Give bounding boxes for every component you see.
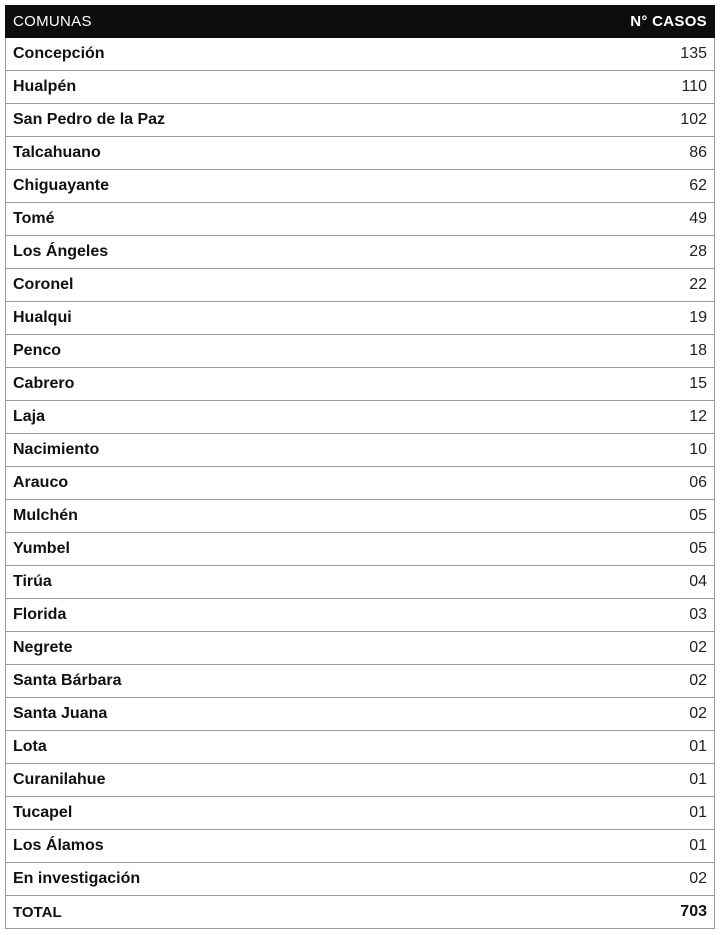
comuna-name: En investigación [13, 870, 141, 887]
table-row [6, 632, 714, 665]
table-row [6, 302, 714, 335]
comuna-name: Santa Juana [13, 705, 108, 722]
table-header [5, 5, 715, 38]
casos-value: 135 [680, 45, 707, 62]
comuna-name: Hualpén [13, 78, 77, 95]
table-row [6, 731, 714, 764]
table-row [6, 104, 714, 137]
comuna-name: Cabrero [13, 375, 75, 392]
total-value: 703 [680, 903, 707, 920]
table-row [6, 434, 714, 467]
table-row [6, 170, 714, 203]
table-row [6, 236, 714, 269]
table-row [6, 38, 714, 71]
casos-value: 19 [689, 309, 707, 326]
table-row [6, 764, 714, 797]
comuna-name: Tucapel [13, 804, 73, 821]
casos-value: 22 [689, 276, 707, 293]
comuna-name: Arauco [13, 474, 69, 491]
comuna-name: Los Ángeles [13, 243, 109, 260]
casos-value: 05 [689, 540, 707, 557]
table-row [6, 137, 714, 170]
casos-value: 10 [689, 441, 707, 458]
comuna-name: Chiguayante [13, 177, 110, 194]
table-body [6, 38, 714, 896]
comuna-name: Tomé [13, 210, 55, 227]
table-row [6, 863, 714, 896]
casos-value: 49 [689, 210, 707, 227]
table-row [6, 566, 714, 599]
comuna-name: Laja [13, 408, 46, 425]
casos-value: 01 [689, 738, 707, 755]
comuna-name: Concepción [13, 45, 105, 62]
table-row [6, 71, 714, 104]
comuna-name: Santa Bárbara [13, 672, 122, 689]
table-row [6, 203, 714, 236]
comuna-name: Los Álamos [13, 837, 104, 854]
comuna-name: Negrete [13, 639, 73, 656]
comuna-name: Florida [13, 606, 67, 623]
casos-value: 02 [689, 705, 707, 722]
table-row [6, 401, 714, 434]
casos-value: 01 [689, 804, 707, 821]
table-row [6, 797, 714, 830]
table-row [6, 467, 714, 500]
comuna-name: Nacimiento [13, 441, 100, 458]
table-row [6, 830, 714, 863]
casos-value: 02 [689, 639, 707, 656]
comuna-name: Yumbel [13, 540, 70, 557]
comuna-name: Coronel [13, 276, 74, 293]
table-row [6, 335, 714, 368]
casos-value: 05 [689, 507, 707, 524]
table-row [6, 599, 714, 632]
comuna-name: Talcahuano [13, 144, 101, 161]
comuna-name: Penco [13, 342, 62, 359]
table-row [6, 698, 714, 731]
casos-value: 06 [689, 474, 707, 491]
casos-value: 15 [689, 375, 707, 392]
comuna-name: Tirúa [13, 573, 52, 590]
casos-value: 18 [689, 342, 707, 359]
casos-value: 02 [689, 672, 707, 689]
comuna-name: Mulchén [13, 507, 78, 524]
header-comunas: COMUNAS [13, 13, 92, 30]
comuna-name: Lota [13, 738, 47, 755]
cases-table [5, 5, 715, 929]
casos-value: 86 [689, 144, 707, 161]
casos-value: 04 [689, 573, 707, 590]
casos-value: 03 [689, 606, 707, 623]
table-row [6, 533, 714, 566]
casos-value: 102 [680, 111, 707, 128]
casos-value: 01 [689, 837, 707, 854]
comuna-name: Curanilahue [13, 771, 106, 788]
total-label: TOTAL [13, 903, 62, 921]
casos-value: 28 [689, 243, 707, 260]
casos-value: 01 [689, 771, 707, 788]
table-row [6, 500, 714, 533]
casos-value: 62 [689, 177, 707, 194]
casos-value: 12 [689, 408, 707, 425]
casos-value: 02 [689, 870, 707, 887]
table-row [6, 665, 714, 698]
table-row [6, 368, 714, 401]
comuna-name: San Pedro de la Paz [13, 111, 166, 128]
comuna-name: Hualqui [13, 309, 72, 326]
table-row [6, 269, 714, 302]
total-row [6, 896, 714, 929]
header-casos: N° CASOS [630, 13, 707, 30]
casos-value: 110 [681, 78, 707, 95]
